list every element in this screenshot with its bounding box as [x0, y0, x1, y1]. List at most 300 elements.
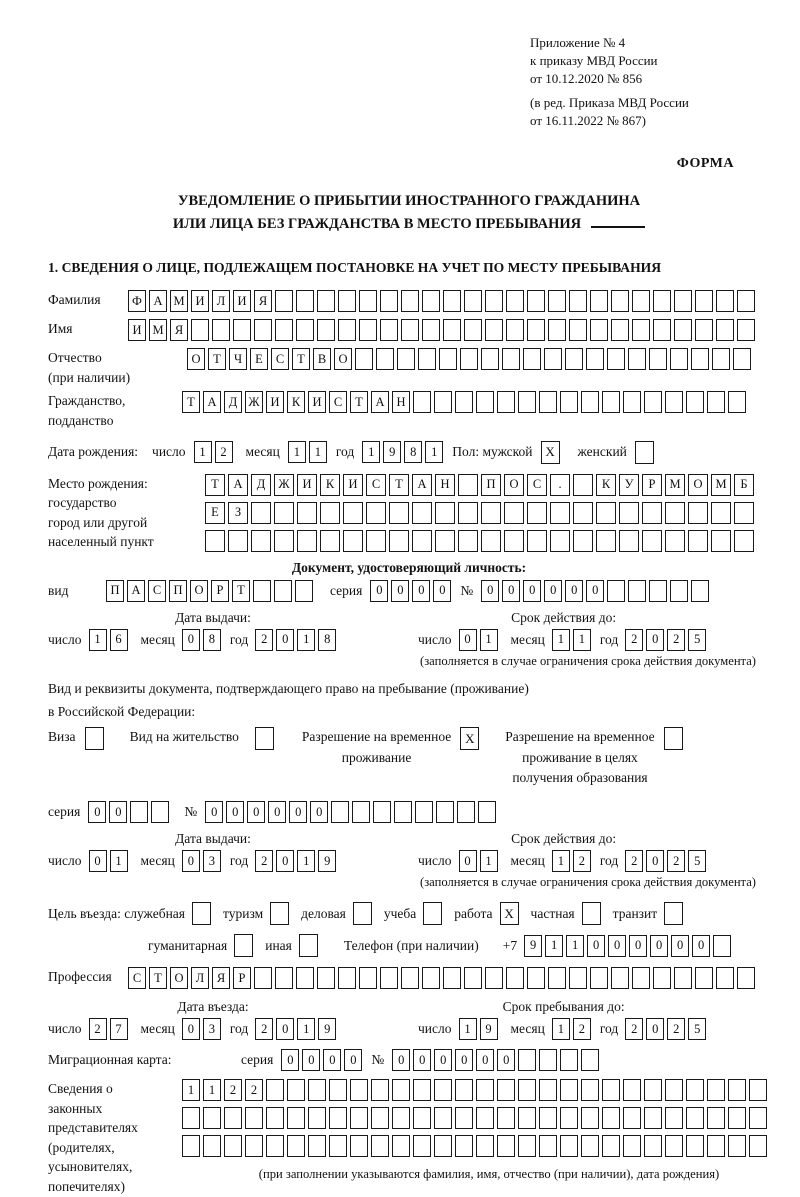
char-cell[interactable]: 8 — [404, 441, 422, 463]
char-cell[interactable] — [497, 1107, 515, 1129]
char-cell[interactable] — [392, 1079, 410, 1101]
char-cell[interactable] — [734, 502, 754, 524]
char-cell[interactable]: 0 — [276, 850, 294, 872]
char-cell[interactable] — [359, 319, 377, 341]
char-cell[interactable] — [182, 1107, 200, 1129]
char-cell[interactable]: 2 — [625, 1018, 643, 1040]
char-cell[interactable]: К — [320, 474, 340, 496]
char-cell[interactable]: 1 — [297, 1018, 315, 1040]
char-cell[interactable] — [394, 801, 412, 823]
purpose-tourism-checkbox[interactable] — [270, 902, 289, 925]
char-cell[interactable] — [691, 580, 709, 602]
char-cell[interactable]: О — [504, 474, 524, 496]
char-cell[interactable] — [287, 1135, 305, 1157]
char-cell[interactable]: 9 — [524, 935, 542, 957]
char-cell[interactable]: 0 — [544, 580, 562, 602]
char-cell[interactable] — [317, 967, 335, 989]
char-cell[interactable]: 0 — [692, 935, 710, 957]
char-cell[interactable] — [644, 1079, 662, 1101]
char-cell[interactable] — [287, 1079, 305, 1101]
char-cell[interactable] — [191, 319, 209, 341]
char-cell[interactable] — [737, 319, 755, 341]
char-cell[interactable] — [397, 348, 415, 370]
char-cell[interactable] — [548, 967, 566, 989]
char-cell[interactable] — [455, 1107, 473, 1129]
char-cell[interactable]: 2 — [224, 1079, 242, 1101]
char-cell[interactable] — [518, 1107, 536, 1129]
char-cell[interactable] — [573, 502, 593, 524]
char-cell[interactable] — [581, 1079, 599, 1101]
char-cell[interactable]: 0 — [523, 580, 541, 602]
char-cell[interactable]: 0 — [182, 850, 200, 872]
char-cell[interactable]: 2 — [215, 441, 233, 463]
char-cell[interactable] — [674, 290, 692, 312]
char-cell[interactable]: Е — [205, 502, 225, 524]
char-cell[interactable] — [548, 290, 566, 312]
char-cell[interactable]: Т — [149, 967, 167, 989]
char-cell[interactable] — [435, 530, 455, 552]
char-cell[interactable] — [455, 1079, 473, 1101]
char-cell[interactable]: С — [128, 967, 146, 989]
char-cell[interactable] — [389, 530, 409, 552]
char-cell[interactable]: 0 — [344, 1049, 362, 1071]
char-cell[interactable]: О — [190, 580, 208, 602]
char-cell[interactable] — [434, 391, 452, 413]
char-cell[interactable]: И — [308, 391, 326, 413]
char-cell[interactable] — [590, 319, 608, 341]
char-cell[interactable] — [457, 801, 475, 823]
char-cell[interactable] — [560, 1135, 578, 1157]
char-cell[interactable] — [649, 348, 667, 370]
char-cell[interactable] — [665, 530, 685, 552]
char-cell[interactable]: 9 — [480, 1018, 498, 1040]
char-cell[interactable] — [422, 290, 440, 312]
sex-male-checkbox[interactable]: X — [541, 441, 560, 464]
char-cell[interactable]: 2 — [667, 629, 685, 651]
char-cell[interactable] — [251, 502, 271, 524]
char-cell[interactable] — [665, 1135, 683, 1157]
char-cell[interactable]: Я — [254, 290, 272, 312]
char-cell[interactable]: Ж — [274, 474, 294, 496]
char-cell[interactable] — [602, 391, 620, 413]
char-cell[interactable] — [527, 319, 545, 341]
char-cell[interactable]: И — [297, 474, 317, 496]
char-cell[interactable] — [297, 530, 317, 552]
char-cell[interactable]: 2 — [667, 1018, 685, 1040]
char-cell[interactable]: С — [148, 580, 166, 602]
char-cell[interactable] — [329, 1107, 347, 1129]
char-cell[interactable]: 1 — [545, 935, 563, 957]
char-cell[interactable]: 0 — [182, 1018, 200, 1040]
char-cell[interactable]: 1 — [552, 629, 570, 651]
char-cell[interactable] — [695, 290, 713, 312]
char-cell[interactable]: К — [287, 391, 305, 413]
char-cell[interactable] — [329, 1135, 347, 1157]
char-cell[interactable] — [464, 319, 482, 341]
char-cell[interactable] — [623, 1107, 641, 1129]
char-cell[interactable]: С — [329, 391, 347, 413]
char-cell[interactable] — [485, 319, 503, 341]
char-cell[interactable]: П — [481, 474, 501, 496]
char-cell[interactable] — [569, 967, 587, 989]
char-cell[interactable] — [435, 502, 455, 524]
char-cell[interactable] — [560, 1079, 578, 1101]
char-cell[interactable] — [713, 935, 731, 957]
char-cell[interactable] — [586, 348, 604, 370]
char-cell[interactable] — [596, 502, 616, 524]
char-cell[interactable]: 1 — [425, 441, 443, 463]
char-cell[interactable]: 1 — [480, 850, 498, 872]
char-cell[interactable] — [716, 967, 734, 989]
char-cell[interactable]: 1 — [89, 629, 107, 651]
char-cell[interactable] — [539, 1079, 557, 1101]
char-cell[interactable]: С — [271, 348, 289, 370]
char-cell[interactable] — [642, 530, 662, 552]
char-cell[interactable] — [476, 1079, 494, 1101]
char-cell[interactable] — [212, 319, 230, 341]
char-cell[interactable] — [251, 530, 271, 552]
char-cell[interactable] — [359, 290, 377, 312]
char-cell[interactable]: 1 — [566, 935, 584, 957]
char-cell[interactable]: О — [170, 967, 188, 989]
char-cell[interactable] — [343, 502, 363, 524]
char-cell[interactable] — [695, 319, 713, 341]
char-cell[interactable]: 2 — [255, 850, 273, 872]
char-cell[interactable] — [338, 319, 356, 341]
char-cell[interactable]: П — [106, 580, 124, 602]
char-cell[interactable]: Р — [233, 967, 251, 989]
char-cell[interactable] — [130, 801, 148, 823]
char-cell[interactable] — [497, 1079, 515, 1101]
char-cell[interactable]: И — [191, 290, 209, 312]
char-cell[interactable] — [527, 530, 547, 552]
char-cell[interactable] — [436, 801, 454, 823]
char-cell[interactable]: 0 — [370, 580, 388, 602]
char-cell[interactable] — [296, 290, 314, 312]
char-cell[interactable]: 2 — [89, 1018, 107, 1040]
char-cell[interactable] — [539, 1107, 557, 1129]
char-cell[interactable] — [481, 502, 501, 524]
char-cell[interactable]: А — [127, 580, 145, 602]
char-cell[interactable] — [481, 530, 501, 552]
char-cell[interactable]: 0 — [671, 935, 689, 957]
char-cell[interactable]: 1 — [552, 1018, 570, 1040]
char-cell[interactable]: Т — [350, 391, 368, 413]
char-cell[interactable]: М — [711, 474, 731, 496]
char-cell[interactable] — [412, 530, 432, 552]
char-cell[interactable] — [716, 290, 734, 312]
purpose-other-checkbox[interactable] — [299, 934, 318, 957]
char-cell[interactable] — [711, 530, 731, 552]
char-cell[interactable]: 2 — [573, 850, 591, 872]
char-cell[interactable]: И — [266, 391, 284, 413]
char-cell[interactable] — [478, 801, 496, 823]
char-cell[interactable]: 0 — [276, 1018, 294, 1040]
purpose-humanitarian-checkbox[interactable] — [234, 934, 253, 957]
char-cell[interactable] — [308, 1107, 326, 1129]
char-cell[interactable]: 1 — [573, 629, 591, 651]
char-cell[interactable] — [737, 290, 755, 312]
char-cell[interactable] — [254, 319, 272, 341]
char-cell[interactable]: Д — [224, 391, 242, 413]
char-cell[interactable] — [476, 1107, 494, 1129]
char-cell[interactable] — [224, 1135, 242, 1157]
char-cell[interactable] — [623, 391, 641, 413]
char-cell[interactable] — [611, 967, 629, 989]
char-cell[interactable]: Р — [642, 474, 662, 496]
char-cell[interactable] — [317, 290, 335, 312]
char-cell[interactable]: М — [170, 290, 188, 312]
char-cell[interactable]: Б — [734, 474, 754, 496]
char-cell[interactable]: 1 — [182, 1079, 200, 1101]
char-cell[interactable]: А — [203, 391, 221, 413]
char-cell[interactable]: 0 — [455, 1049, 473, 1071]
char-cell[interactable]: 2 — [667, 850, 685, 872]
char-cell[interactable] — [653, 967, 671, 989]
char-cell[interactable]: 0 — [650, 935, 668, 957]
char-cell[interactable] — [350, 1079, 368, 1101]
char-cell[interactable]: 2 — [255, 629, 273, 651]
char-cell[interactable]: Я — [212, 967, 230, 989]
char-cell[interactable]: А — [228, 474, 248, 496]
char-cell[interactable] — [527, 502, 547, 524]
char-cell[interactable] — [518, 1079, 536, 1101]
char-cell[interactable] — [413, 1135, 431, 1157]
char-cell[interactable] — [644, 1135, 662, 1157]
char-cell[interactable] — [686, 1079, 704, 1101]
char-cell[interactable] — [674, 319, 692, 341]
char-cell[interactable] — [274, 530, 294, 552]
char-cell[interactable]: 1 — [288, 441, 306, 463]
char-cell[interactable] — [607, 348, 625, 370]
char-cell[interactable] — [253, 580, 271, 602]
char-cell[interactable] — [749, 1135, 767, 1157]
char-cell[interactable] — [275, 290, 293, 312]
char-cell[interactable]: 3 — [203, 1018, 221, 1040]
char-cell[interactable] — [632, 290, 650, 312]
char-cell[interactable] — [458, 530, 478, 552]
purpose-work-checkbox[interactable]: X — [500, 902, 519, 925]
char-cell[interactable]: 0 — [109, 801, 127, 823]
char-cell[interactable] — [350, 1107, 368, 1129]
char-cell[interactable] — [413, 391, 431, 413]
char-cell[interactable] — [550, 502, 570, 524]
char-cell[interactable] — [443, 290, 461, 312]
char-cell[interactable] — [506, 319, 524, 341]
char-cell[interactable] — [350, 1135, 368, 1157]
char-cell[interactable] — [560, 1107, 578, 1129]
char-cell[interactable] — [412, 502, 432, 524]
char-cell[interactable] — [581, 391, 599, 413]
char-cell[interactable]: 8 — [318, 629, 336, 651]
char-cell[interactable] — [380, 319, 398, 341]
char-cell[interactable] — [455, 1135, 473, 1157]
char-cell[interactable]: 0 — [481, 580, 499, 602]
char-cell[interactable] — [296, 967, 314, 989]
char-cell[interactable]: 9 — [318, 1018, 336, 1040]
char-cell[interactable] — [749, 1107, 767, 1129]
char-cell[interactable] — [389, 502, 409, 524]
char-cell[interactable]: 0 — [413, 1049, 431, 1071]
char-cell[interactable] — [707, 1135, 725, 1157]
char-cell[interactable] — [233, 319, 251, 341]
char-cell[interactable] — [642, 502, 662, 524]
char-cell[interactable]: 0 — [412, 580, 430, 602]
char-cell[interactable]: 0 — [268, 801, 286, 823]
char-cell[interactable] — [434, 1079, 452, 1101]
char-cell[interactable] — [602, 1135, 620, 1157]
char-cell[interactable]: Е — [250, 348, 268, 370]
char-cell[interactable] — [548, 319, 566, 341]
char-cell[interactable] — [728, 1107, 746, 1129]
char-cell[interactable] — [443, 967, 461, 989]
char-cell[interactable] — [331, 801, 349, 823]
char-cell[interactable]: Ч — [229, 348, 247, 370]
char-cell[interactable]: 0 — [434, 1049, 452, 1071]
char-cell[interactable] — [619, 502, 639, 524]
purpose-private-checkbox[interactable] — [582, 902, 601, 925]
char-cell[interactable]: 0 — [392, 1049, 410, 1071]
char-cell[interactable] — [523, 348, 541, 370]
char-cell[interactable] — [418, 348, 436, 370]
char-cell[interactable] — [443, 319, 461, 341]
char-cell[interactable] — [352, 801, 370, 823]
char-cell[interactable]: 1 — [194, 441, 212, 463]
char-cell[interactable] — [371, 1135, 389, 1157]
char-cell[interactable] — [539, 1049, 557, 1071]
char-cell[interactable]: 0 — [646, 629, 664, 651]
char-cell[interactable] — [602, 1079, 620, 1101]
char-cell[interactable]: 0 — [281, 1049, 299, 1071]
char-cell[interactable] — [415, 801, 433, 823]
char-cell[interactable]: 0 — [88, 801, 106, 823]
char-cell[interactable]: И — [233, 290, 251, 312]
char-cell[interactable]: И — [128, 319, 146, 341]
char-cell[interactable] — [506, 967, 524, 989]
char-cell[interactable] — [611, 319, 629, 341]
char-cell[interactable] — [644, 391, 662, 413]
char-cell[interactable]: Л — [191, 967, 209, 989]
char-cell[interactable] — [560, 391, 578, 413]
purpose-study-checkbox[interactable] — [423, 902, 442, 925]
char-cell[interactable]: 0 — [646, 850, 664, 872]
char-cell[interactable] — [712, 348, 730, 370]
char-cell[interactable] — [506, 290, 524, 312]
char-cell[interactable]: Н — [435, 474, 455, 496]
char-cell[interactable] — [485, 967, 503, 989]
char-cell[interactable] — [182, 1135, 200, 1157]
char-cell[interactable]: 1 — [203, 1079, 221, 1101]
char-cell[interactable] — [320, 530, 340, 552]
char-cell[interactable]: 5 — [688, 1018, 706, 1040]
char-cell[interactable]: А — [371, 391, 389, 413]
char-cell[interactable] — [497, 391, 515, 413]
char-cell[interactable] — [688, 530, 708, 552]
char-cell[interactable]: Я — [170, 319, 188, 341]
char-cell[interactable] — [266, 1079, 284, 1101]
char-cell[interactable]: У — [619, 474, 639, 496]
char-cell[interactable] — [434, 1135, 452, 1157]
char-cell[interactable]: 0 — [276, 629, 294, 651]
char-cell[interactable]: О — [334, 348, 352, 370]
char-cell[interactable] — [707, 1107, 725, 1129]
char-cell[interactable]: 8 — [203, 629, 221, 651]
char-cell[interactable] — [151, 801, 169, 823]
char-cell[interactable] — [476, 391, 494, 413]
char-cell[interactable] — [205, 530, 225, 552]
char-cell[interactable] — [413, 1107, 431, 1129]
char-cell[interactable]: 0 — [497, 1049, 515, 1071]
char-cell[interactable] — [716, 319, 734, 341]
char-cell[interactable]: 0 — [182, 629, 200, 651]
char-cell[interactable]: 2 — [573, 1018, 591, 1040]
char-cell[interactable] — [733, 348, 751, 370]
char-cell[interactable]: 0 — [565, 580, 583, 602]
char-cell[interactable]: И — [343, 474, 363, 496]
char-cell[interactable] — [518, 1135, 536, 1157]
char-cell[interactable] — [308, 1135, 326, 1157]
char-cell[interactable]: Т — [232, 580, 250, 602]
char-cell[interactable]: Т — [205, 474, 225, 496]
char-cell[interactable] — [602, 1107, 620, 1129]
char-cell[interactable] — [737, 967, 755, 989]
char-cell[interactable] — [686, 1107, 704, 1129]
char-cell[interactable] — [295, 580, 313, 602]
char-cell[interactable] — [422, 319, 440, 341]
char-cell[interactable] — [644, 1107, 662, 1129]
char-cell[interactable] — [203, 1135, 221, 1157]
char-cell[interactable] — [581, 1135, 599, 1157]
visa-checkbox[interactable] — [85, 727, 104, 750]
char-cell[interactable]: 0 — [391, 580, 409, 602]
char-cell[interactable]: П — [169, 580, 187, 602]
char-cell[interactable]: 3 — [203, 850, 221, 872]
char-cell[interactable] — [245, 1135, 263, 1157]
char-cell[interactable] — [632, 319, 650, 341]
char-cell[interactable] — [670, 580, 688, 602]
char-cell[interactable] — [560, 1049, 578, 1071]
char-cell[interactable] — [497, 1135, 515, 1157]
char-cell[interactable]: 1 — [362, 441, 380, 463]
char-cell[interactable] — [254, 967, 272, 989]
char-cell[interactable]: М — [665, 474, 685, 496]
char-cell[interactable] — [338, 290, 356, 312]
char-cell[interactable]: 2 — [255, 1018, 273, 1040]
char-cell[interactable]: 1 — [110, 850, 128, 872]
char-cell[interactable] — [632, 967, 650, 989]
char-cell[interactable] — [413, 1079, 431, 1101]
char-cell[interactable] — [707, 1079, 725, 1101]
char-cell[interactable] — [434, 1107, 452, 1129]
char-cell[interactable]: 0 — [459, 850, 477, 872]
char-cell[interactable] — [590, 290, 608, 312]
char-cell[interactable] — [308, 1079, 326, 1101]
char-cell[interactable] — [371, 1079, 389, 1101]
char-cell[interactable] — [539, 1135, 557, 1157]
char-cell[interactable] — [275, 967, 293, 989]
char-cell[interactable] — [665, 1107, 683, 1129]
char-cell[interactable] — [274, 502, 294, 524]
purpose-service-checkbox[interactable] — [192, 902, 211, 925]
char-cell[interactable] — [695, 967, 713, 989]
char-cell[interactable] — [203, 1107, 221, 1129]
char-cell[interactable] — [728, 391, 746, 413]
char-cell[interactable]: Р — [211, 580, 229, 602]
char-cell[interactable] — [707, 391, 725, 413]
char-cell[interactable] — [297, 502, 317, 524]
char-cell[interactable]: К — [596, 474, 616, 496]
char-cell[interactable] — [653, 290, 671, 312]
